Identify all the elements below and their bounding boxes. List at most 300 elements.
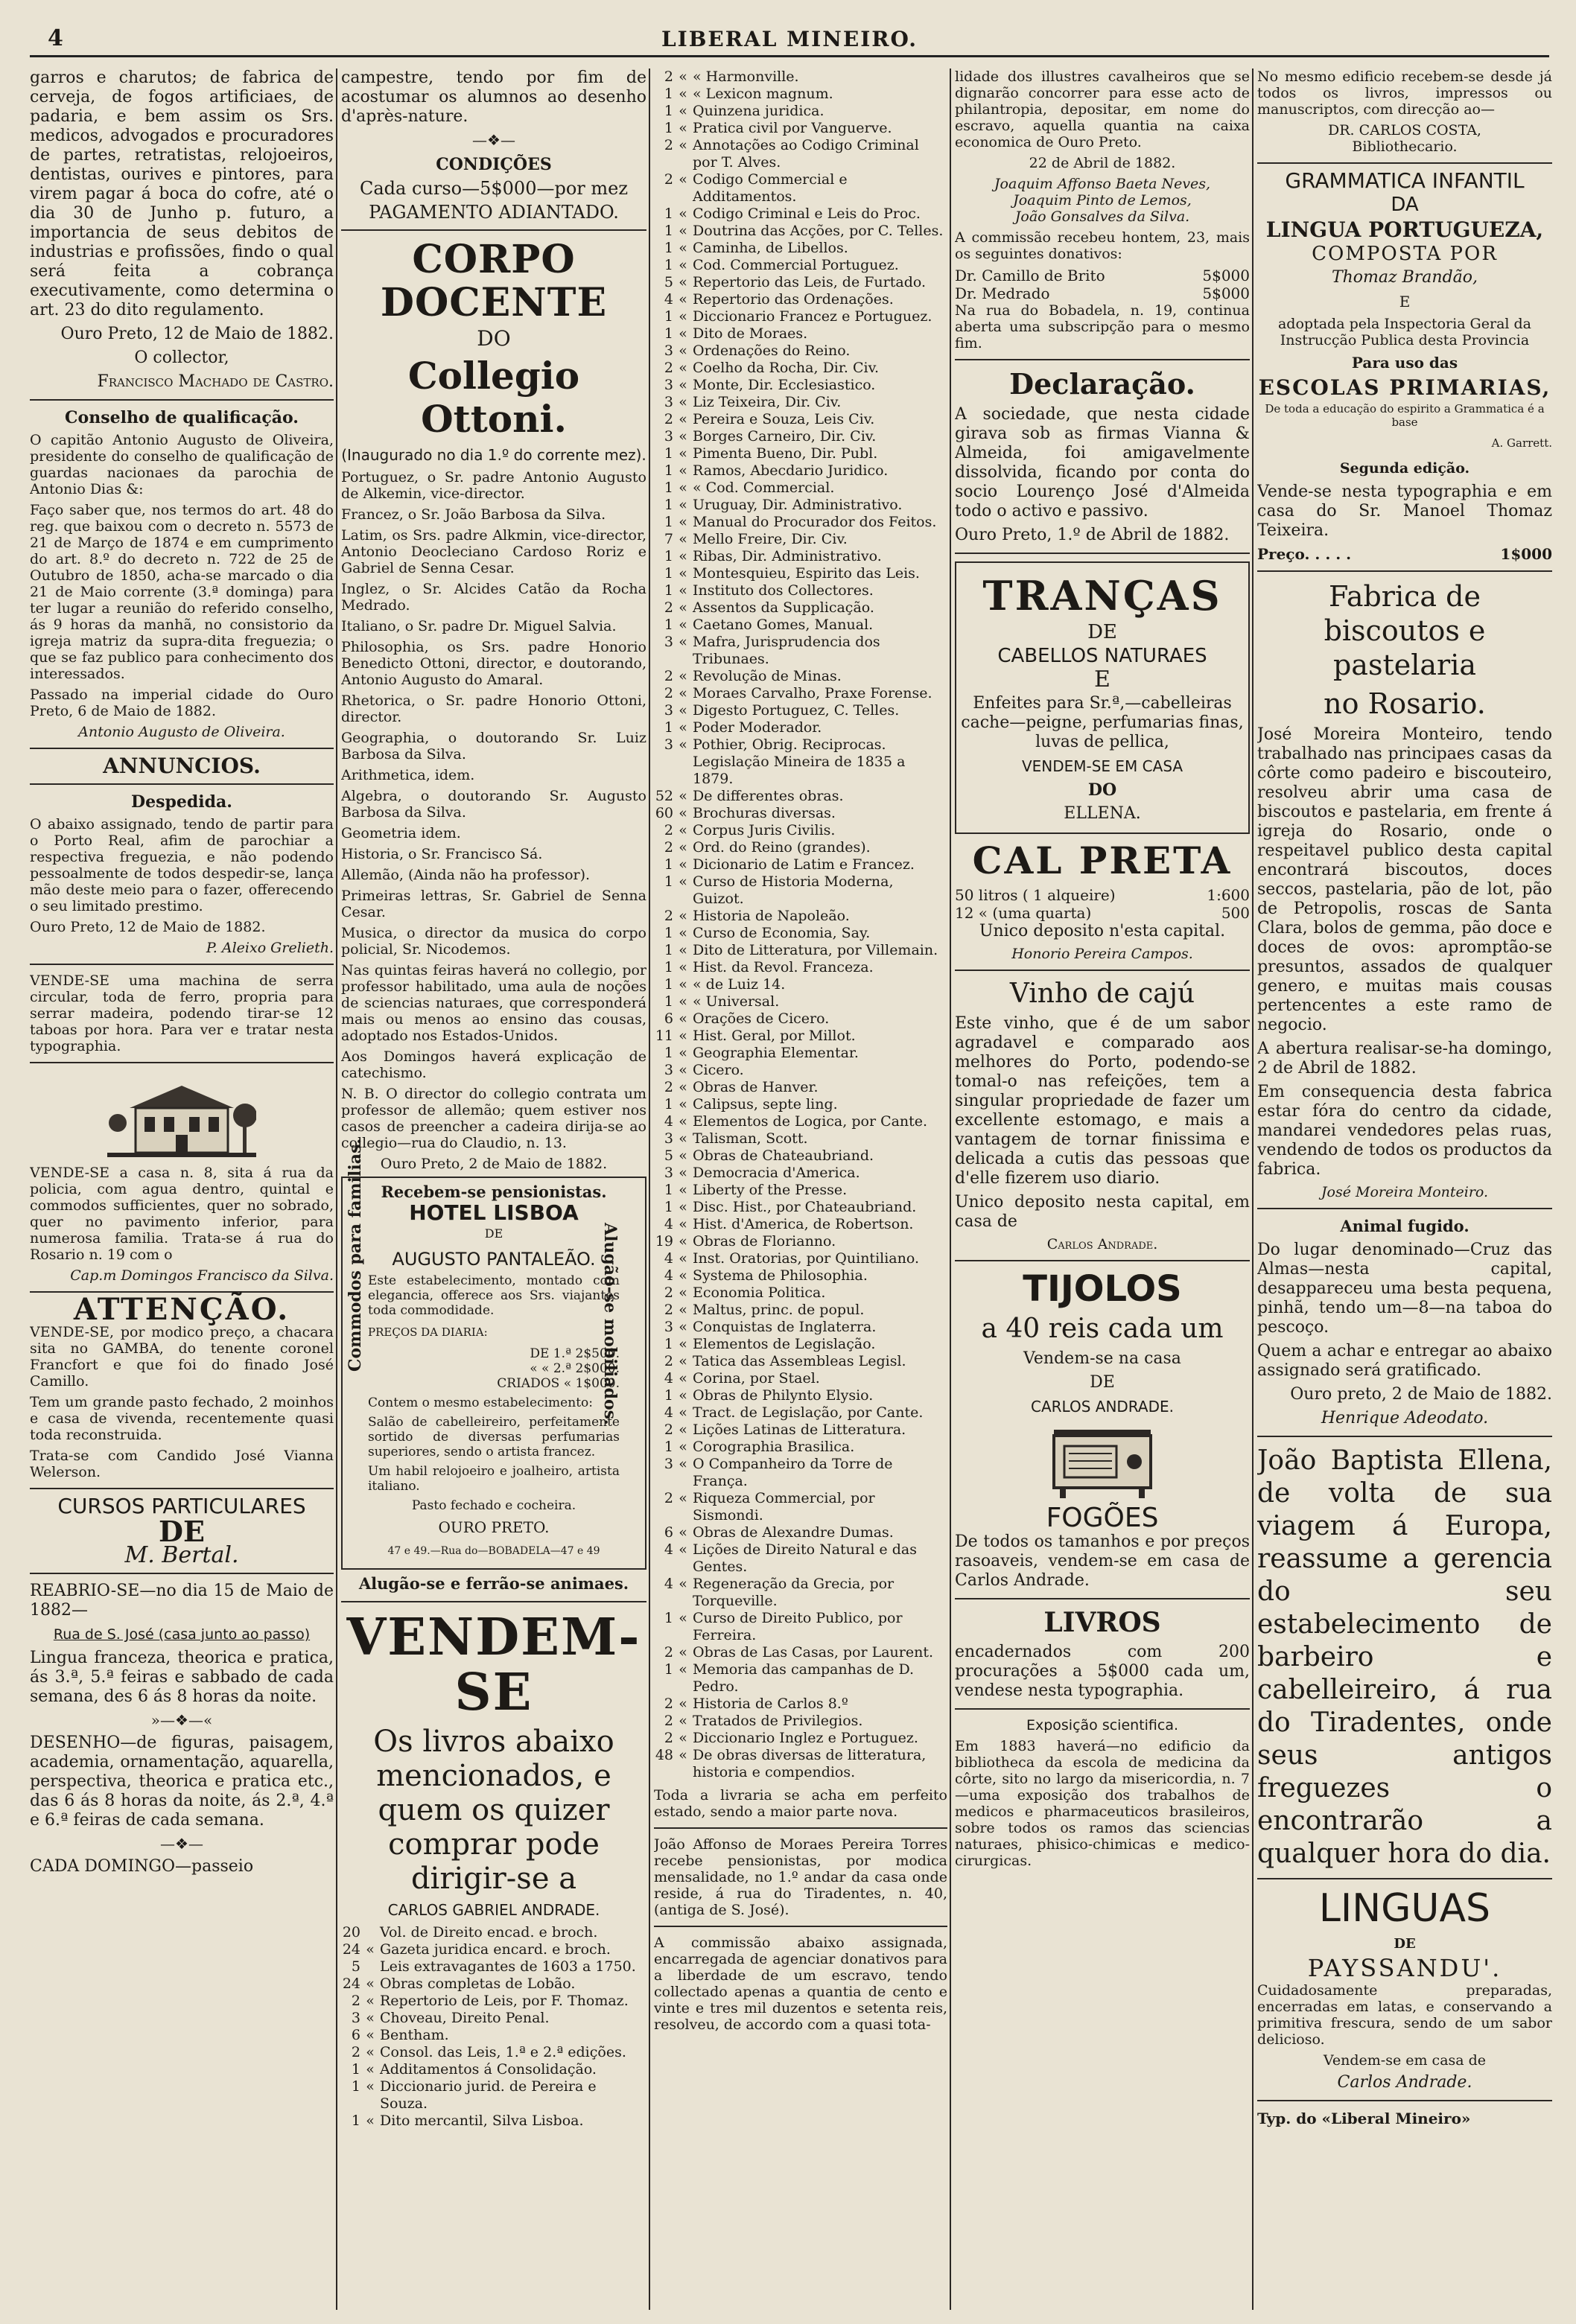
docente-item: Latim, os Srs. padre Alkmin, vice-director, Antonio Deocleciano Cardoso Roriz e Gabriel de Senna Cesar. — [341, 527, 646, 576]
book-title: Montesquieu, Espirito das Leis. — [693, 565, 920, 582]
book-row — [654, 1541, 947, 1576]
book-row — [654, 206, 947, 223]
typography-credit: Typ. do «Liberal Mineiro» — [1257, 2110, 1471, 2127]
book-qty: 1 — [664, 1096, 673, 1112]
book-qty: 1 — [664, 565, 673, 582]
book-row — [341, 2044, 646, 2061]
book-row — [654, 788, 947, 805]
column-rule — [950, 69, 951, 2310]
docente-item: Arithmetica, idem. — [341, 767, 475, 783]
book-ditto: « — [366, 1941, 375, 1958]
book-ditto: « — [679, 719, 687, 736]
divider — [955, 1598, 1250, 1599]
book-title: « Cod. Commercial. — [693, 480, 835, 496]
book-title: Doutrina das Acções, por C. Telles. — [693, 223, 944, 239]
book-ditto: « — [366, 1993, 375, 2009]
book-title: Mello Freire, Dir. Civ. — [693, 531, 848, 547]
docente-item: Geographia, o doutorando Sr. Luiz Barbosa da Silva. — [341, 730, 646, 763]
book-title: Obras de Chateaubriand. — [693, 1147, 874, 1164]
book-title: Brochuras diversas. — [693, 805, 836, 821]
book-title: Curso de Direito Publico, por Ferreira. — [693, 1610, 903, 1643]
book-qty: 1 — [664, 856, 673, 873]
linguas-vend: Vendem-se em casa de — [1323, 2052, 1487, 2069]
book-title: Talisman, Scott. — [693, 1130, 808, 1147]
book-ditto: « — [679, 1010, 687, 1027]
book-ditto: « — [679, 86, 687, 102]
book-ditto: « — [679, 1713, 687, 1729]
book-row — [654, 531, 947, 548]
book-title: Obras completas de Lobão. — [380, 1976, 576, 1992]
book-qty: 6 — [351, 2027, 360, 2043]
book-row — [654, 360, 947, 377]
book-row — [654, 959, 947, 976]
vende-casa-text: VENDE-SE a casa n. 8, sita á rua da policia, com agua dentro, quintal e commodos sufficientes, quer no sobrado, quer no pavimento inferior, para numerosa familia. Trata-se á rua do Rosario n. 19 com o — [30, 1165, 334, 1263]
cursos-de: DE — [159, 1515, 205, 1548]
book-row — [654, 873, 947, 908]
book-title: Hist. da Revol. Franceza. — [693, 959, 874, 975]
book-row — [654, 377, 947, 394]
book-row — [654, 274, 947, 291]
cal-qty: 50 litros ( 1 alqueire) — [955, 886, 1116, 904]
attencao-text: Tem um grande pasto fechado, 2 moinhos e casa de vivenda, recentemente quasi toda reconstruida. — [30, 1394, 334, 1443]
book-ditto: « — [679, 394, 687, 410]
book-qty: 20 — [342, 1924, 360, 1941]
book-title: Democracia d'America. — [693, 1165, 860, 1181]
divider — [1257, 1878, 1552, 1879]
book-ditto: « — [679, 942, 687, 958]
book-ditto: « — [679, 103, 687, 119]
book-row — [654, 462, 947, 480]
column-2 — [341, 69, 646, 2310]
book-ditto: « — [679, 1353, 687, 1369]
book-title: Elementos de Legislação. — [693, 1336, 876, 1352]
book-qty: 2 — [351, 2044, 360, 2060]
book-title: Obras de Florianno. — [693, 1233, 836, 1249]
fogoes-text: De todos os tamanhos e por preços rasoaveis, vendem-se em casa de Carlos Andrade. — [955, 1532, 1250, 1590]
grammatica-title: GRAMMATICA INFANTIL — [1285, 168, 1525, 193]
book-row — [654, 1182, 947, 1199]
book-ditto: « — [679, 1730, 687, 1746]
book-ditto: « — [366, 2044, 375, 2060]
book-qty: 6 — [664, 1010, 673, 1027]
book-title: Obras de Philynto Elysio. — [693, 1387, 874, 1404]
book-qty: 3 — [664, 736, 673, 753]
vendem-se-heading: VENDEM-SE — [346, 1608, 641, 1722]
book-qty: 1 — [664, 582, 673, 599]
cabellos-label: CABELLOS NATURAES — [997, 645, 1207, 667]
book-ditto: « — [679, 1130, 687, 1147]
animal-text: Do lugar denominado—Cruz das Almas—nesta capital, desappareceu uma besta pequena, pinhã, tendo um—8—na taboa do pescoço. — [1257, 1241, 1552, 1337]
book-qty: 1 — [664, 993, 673, 1010]
book-ditto: « — [679, 925, 687, 941]
book-row — [654, 839, 947, 856]
cal-signature: Honorio Pereira Campos. — [1011, 946, 1193, 962]
book-row — [654, 291, 947, 308]
book-title: Obras de Hanver. — [693, 1079, 819, 1095]
inauguration-note: (Inaugurado no dia 1.º do corrente mez). — [341, 446, 646, 464]
book-qty: 2 — [664, 599, 673, 616]
livros-heading: LIVROS — [1043, 1607, 1161, 1638]
book-row — [654, 1422, 947, 1439]
divider — [30, 783, 334, 785]
book-title: Repertorio das Ordenações. — [693, 291, 894, 308]
book-ditto: « — [679, 69, 687, 85]
book-ditto: « — [366, 2061, 375, 2078]
hotel-bottom: Alugão-se e ferrão-se animaes. — [358, 1574, 629, 1593]
annuncios-heading: ANNUNCIOS. — [103, 754, 261, 778]
cursos-desenho: DESENHO—de figuras, paisagem, academia, ornamentação, aquarella, perspectiva, theorica e pratica etc., das 6 ás 8 horas da noite, ás 2.ª, 4.ª e 6.ª feiras de cada semana. — [30, 1734, 334, 1830]
side-left-label: Commodos para familias. — [346, 1138, 365, 1372]
book-row — [654, 1661, 947, 1696]
conselho-title: Conselho de qualificação. — [65, 408, 299, 427]
book-row — [654, 480, 947, 497]
book-row — [654, 257, 947, 274]
book-row — [654, 394, 947, 411]
book-row — [654, 942, 947, 959]
book-title: Vol. de Direito encad. e broch. — [380, 1924, 598, 1941]
divider — [30, 1488, 334, 1489]
book-title: « Harmonville. — [693, 69, 799, 85]
book-title: Caminha, de Libellos. — [693, 240, 848, 256]
book-row — [654, 736, 947, 754]
animal-heading: Animal fugido. — [1340, 1217, 1469, 1235]
book-row — [341, 2010, 646, 2027]
divider — [955, 970, 1250, 971]
book-qty: 1 — [664, 257, 673, 273]
docente-item: Philosophia, os Srs. padre Honorio Benedicto Ottoni, director, e doutorando, Antonio Augusto do Amaral. — [341, 639, 646, 688]
book-ditto: « — [679, 1336, 687, 1352]
divider — [30, 748, 334, 749]
fabrica-signature: José Moreira Monteiro. — [1321, 1184, 1489, 1200]
book-qty: 1 — [664, 1439, 673, 1455]
book-title: Obras de Alexandre Dumas. — [693, 1524, 894, 1541]
book-ditto: « — [679, 308, 687, 325]
book-row — [654, 1610, 947, 1644]
book-qty: 2 — [664, 685, 673, 701]
book-ditto: « — [679, 959, 687, 975]
book-title: Digesto Portuguez, C. Telles. — [693, 702, 900, 719]
ellena-text: João Baptista Ellena, de volta de sua viagem á Europa, reassume a gerencia do seu estabelecimento de barbeiro e cabelleireiro, á rua do Tiradentes, onde seus antigos freguezes o encontrarão a qualquer hora do dia. — [1257, 1445, 1552, 1869]
book-ditto: « — [679, 274, 687, 290]
book-ditto: « — [679, 411, 687, 427]
book-qty: 1 — [664, 976, 673, 993]
column-rule — [649, 69, 650, 2310]
divider — [955, 359, 1250, 360]
column-4 — [955, 69, 1250, 2310]
book-qty: 2 — [664, 822, 673, 838]
cursos-lingua: Lingua franceza, theorica e pratica, ás 3.ª, 5.ª feiras e sabbado de cada semana, des 6 ás 8 horas da noite. — [30, 1649, 334, 1706]
book-ditto: « — [679, 428, 687, 445]
linguas-who: Carlos Andrade. — [1337, 2073, 1472, 2092]
book-title: Liz Teixeira, Dir. Civ. — [693, 394, 842, 410]
book-qty: 2 — [664, 1302, 673, 1318]
book-title: Consol. das Leis, 1.ª e 2.ª edições. — [380, 2044, 626, 2060]
book-row — [654, 1644, 947, 1661]
book-title: Calipsus, septe ling. — [693, 1096, 838, 1112]
book-row — [654, 1199, 947, 1216]
despedida-signature: P. Aleixo Grelieth. — [206, 940, 334, 956]
book-ditto: « — [679, 1267, 687, 1284]
docente-item: Musica, o director da musica do corpo policial, Sr. Nicodemos. — [341, 925, 646, 958]
cal-row — [955, 886, 1250, 904]
book-row — [654, 137, 947, 171]
book-row — [654, 1524, 947, 1541]
book-ditto: « — [679, 839, 687, 856]
book-qty: 4 — [664, 1113, 673, 1130]
book-qty: 2 — [664, 839, 673, 856]
divider — [30, 1573, 334, 1574]
book-ditto: « — [679, 1165, 687, 1181]
docente-item: N. B. O director do collegio contrata um professor de allemão; quem estiver nos casos de preencher a cadeira dirija-se ao collegio—rua do Claudio, n. 13. — [341, 1086, 646, 1151]
column-rule — [336, 69, 337, 2310]
book-qty: 1 — [351, 2113, 360, 2129]
fabrica-text: Em consequencia desta fabrica estar fóra do centro da cidade, mandarei vendedores pelas ruas, vendendo de todos os productos da fabrica. — [1257, 1083, 1552, 1179]
trancas-heading: TRANÇAS — [982, 572, 1222, 620]
book-qty: 3 — [664, 377, 673, 393]
divider — [30, 964, 334, 965]
fabrica-subtitle: no Rosario. — [1324, 687, 1486, 720]
book-qty: 2 — [664, 360, 673, 376]
commissao-cont: lidade dos illustres cavalheiros que se dignarão concorrer para esse acto de philantropia, depositar, em nome do escravo, aquella quantia na caixa economica de Ouro Preto. — [955, 69, 1250, 150]
page-number: 4 — [48, 25, 63, 51]
book-qty: 1 — [664, 548, 673, 564]
book-qty: 4 — [664, 1250, 673, 1267]
book-ditto: « — [679, 257, 687, 273]
book-qty: 1 — [351, 2061, 360, 2078]
book-qty — [654, 754, 673, 788]
book-title: Repertorio das Leis, de Furtado. — [693, 274, 927, 290]
book-row — [654, 668, 947, 685]
preco-1: DE 1.ª 2$500. — [530, 1346, 620, 1361]
grammatica-adoptada: adoptada pela Inspectoria Geral da Instrucção Publica desta Provincia — [1277, 316, 1531, 348]
book-title: Gazeta juridica encard. e broch. — [380, 1941, 611, 1958]
grammatica-escolas: ESCOLAS PRIMARIAS, — [1258, 375, 1551, 400]
hotel-address: 47 e 49.—Rua do—BOBADELA—47 e 49 — [387, 1545, 600, 1557]
book-qty: 48 — [655, 1747, 673, 1763]
commissao-date: 22 de Abril de 1882. — [1029, 155, 1176, 171]
book-row — [654, 1045, 947, 1062]
book-qty: 5 — [351, 1958, 360, 1975]
book-ditto: « — [679, 1490, 687, 1506]
book-row — [654, 120, 947, 137]
donativo-row — [955, 284, 1250, 302]
hotel-owner: AUGUSTO PANTALEÃO. — [392, 1249, 596, 1270]
book-title: Poder Moderador. — [693, 719, 822, 736]
book-qty: 5 — [664, 1147, 673, 1164]
book-qty: 4 — [664, 1370, 673, 1387]
book-title: Tratados de Privilegios. — [693, 1713, 863, 1729]
book-ditto: « — [679, 1456, 687, 1472]
book-row — [654, 634, 947, 668]
condicoes-heading: CONDIÇÕES — [436, 155, 552, 174]
book-row — [654, 1576, 947, 1610]
book-ditto: « — [679, 291, 687, 308]
book-title: Dito de Litteratura, por Villemain. — [693, 942, 938, 958]
preco-3: CRIADOS « 1$000. — [497, 1376, 620, 1391]
book-qty: 3 — [664, 1062, 673, 1078]
book-title: Curso de Economia, Say. — [693, 925, 871, 941]
book-row — [654, 1404, 947, 1422]
book-row — [654, 1250, 947, 1267]
hotel-city: OURO PRETO. — [438, 1518, 550, 1536]
book-qty: 52 — [655, 788, 673, 804]
book-qty: 1 — [664, 873, 673, 890]
book-title: Monte, Dir. Ecclesiastico. — [693, 377, 876, 393]
book-row — [654, 86, 947, 103]
preco-value: 1$000 — [1500, 545, 1552, 563]
book-ditto: « — [679, 736, 687, 753]
book-ditto: « — [679, 1113, 687, 1130]
divider — [30, 399, 334, 401]
book-ditto: « — [366, 2113, 375, 2129]
book-title: Disc. Hist., por Chateaubriand. — [693, 1199, 917, 1215]
book-row — [654, 308, 947, 325]
donor-name: Dr. Medrado — [955, 284, 1050, 302]
book-ditto: « — [679, 1302, 687, 1318]
preco-label: Preço. . . . . — [1257, 545, 1352, 563]
docente-item: Primeiras lettras, Sr. Gabriel de Senna Cesar. — [341, 888, 646, 920]
book-row — [341, 2078, 646, 2113]
book-qty: 1 — [664, 1199, 673, 1215]
animal-date: Ouro preto, 2 de Maio de 1882. — [1290, 1385, 1552, 1404]
commissao-sig: João Gonsalves da Silva. — [1014, 208, 1190, 225]
book-ditto: « — [679, 582, 687, 599]
book-title: Ordenações do Reino. — [693, 343, 851, 359]
book-ditto: « — [679, 788, 687, 804]
book-ditto: « — [679, 497, 687, 513]
book-ditto: « — [679, 1284, 687, 1301]
book-title: Historia de Carlos 8.º — [693, 1696, 848, 1712]
book-ditto: « — [679, 1182, 687, 1198]
book-qty: 4 — [664, 1541, 673, 1558]
hotel-top: Recebem-se pensionistas. — [381, 1182, 607, 1201]
book-title: Economia Politica. — [693, 1284, 826, 1301]
book-row — [654, 240, 947, 257]
vende-serra-text: VENDE-SE uma machina de serra circular, toda de ferro, propria para serrar madeira, podendo tirar-se 12 taboas por hora. Para ver e tratar nesta typographia. — [30, 972, 334, 1054]
book-row — [654, 325, 947, 343]
book-qty: 1 — [664, 445, 673, 462]
book-row — [654, 514, 947, 531]
books-list-col2 — [341, 1924, 646, 2130]
book-row — [654, 1387, 947, 1404]
book-qty: 1 — [664, 1182, 673, 1198]
bibliotheca-role: Bibliothecario. — [1352, 139, 1458, 155]
book-ditto: « — [366, 2027, 375, 2043]
collegio-heading: Collegio Ottoni. — [407, 354, 580, 441]
book-row — [654, 1028, 947, 1045]
book-qty: 1 — [664, 120, 673, 136]
donor-value: 5$000 — [1202, 284, 1250, 302]
book-qty: 3 — [664, 394, 673, 410]
book-title: Legislação Mineira de 1835 a 1879. — [693, 754, 906, 787]
book-qty: 1 — [664, 1387, 673, 1404]
do-label: DO — [477, 326, 511, 351]
enfeites-text: Enfeites para Sr.ª,—cabelleiras cache—peigne, perfumarias finas, luvas de pellica, — [961, 694, 1244, 751]
book-ditto: « — [679, 599, 687, 616]
book-row — [654, 599, 947, 617]
book-title: Revolução de Minas. — [693, 668, 842, 684]
book-ditto: « — [679, 1610, 687, 1626]
book-title: Cicero. — [693, 1062, 744, 1078]
ornament: —❖— — [472, 131, 515, 149]
docentes-date: Ouro Preto, 2 de Maio de 1882. — [380, 1156, 608, 1172]
book-ditto: « — [679, 822, 687, 838]
book-title: Historia de Napoleão. — [693, 908, 850, 924]
book-row — [654, 582, 947, 599]
tijolos-who: CARLOS ANDRADE. — [1031, 1398, 1174, 1416]
hotel-more: Contem o mesmo estabelecimento: — [368, 1395, 593, 1410]
expo-heading: Exposição scientifica. — [1026, 1717, 1179, 1734]
despedida-text: O abaixo assignado, tendo de partir para o Porto Real, afim de parochiar a respectiva freguezia, e não podendo pessoalmente de todos despedir-se, lança mão deste meio para o fazer, offerecendo o seu limitado prestimo. — [30, 816, 334, 914]
book-qty: 3 — [664, 634, 673, 650]
book-qty: 2 — [664, 1490, 673, 1506]
book-ditto: « — [679, 1422, 687, 1438]
book-ditto: « — [679, 1404, 687, 1421]
edital-text: garros e charutos; de fabrica de cerveja, de fogos artificiaes, de padaria, e bem assim os Srs. medicos, advogados e procuradores de partes, retratistas, relojoeiros, dentistas, ourives e pintores, para virem pagar á boca do cofre, até o dia 30 de Junho p. futuro, a importancia de seus debitos de industrias e profissões, findo o qual será feita a cobrança executivamente, como determina o art. 23 do dito regulamento. — [30, 69, 334, 319]
book-qty: 60 — [655, 805, 673, 821]
linguas-place: PAYSSANDU'. — [1307, 1954, 1502, 1982]
book-ditto: « — [679, 480, 687, 496]
book-ditto: « — [679, 360, 687, 376]
book-qty: 1 — [351, 2078, 360, 2095]
ellena-label: ELLENA. — [1064, 804, 1141, 823]
book-qty: 3 — [664, 343, 673, 359]
vinho-deposito: Unico deposito nesta capital, em casa de — [955, 1193, 1250, 1231]
book-row — [654, 1730, 947, 1747]
book-row — [654, 1010, 947, 1028]
book-qty: 3 — [664, 1456, 673, 1472]
book-qty: 2 — [664, 137, 673, 153]
divider — [955, 1708, 1250, 1710]
book-row — [654, 69, 947, 86]
tijolos-vend: Vendem-se na casa — [1023, 1349, 1181, 1368]
divider — [1257, 1208, 1552, 1209]
house-illustration — [107, 1071, 256, 1160]
book-qty: 1 — [664, 514, 673, 530]
grammatica-lingua: LINGUA PORTUGUEZA, — [1265, 217, 1544, 242]
book-ditto: « — [679, 514, 687, 530]
docente-item: Nas quintas feiras haverá no collegio, por professor habilitado, uma aula de noções de sciencias naturaes, que corresponderá mais ou menos ao ensino das cousas, adoptado nos Estados-Unidos. — [341, 962, 646, 1044]
book-ditto: « — [679, 223, 687, 239]
attencao-heading: ATTENÇÃO. — [73, 1292, 290, 1327]
conselho-text: Faço saber que, nos termos do art. 48 do reg. que baixou com o decreto n. 5573 de 21 de Março de 1874 e em cumprimento do art. 8.º do decreto n. 722 de 25 de Outubro de 1850, acha-se marcado o dia 21 de Maio corrente (3.ª dominga) para ter lugar a reunião do referido conselho, ás 9 horas da manhã, no consistorio da igreja matriz da supra-dita freguezia; o que se faz publico para conhecimento dos interessados. — [30, 502, 334, 682]
book-row — [654, 1165, 947, 1182]
grammatica-e: E — [1399, 293, 1411, 311]
book-row — [341, 2061, 646, 2078]
vinho-who: Carlos Andrade. — [1046, 1236, 1158, 1252]
book-title: Uruguay, Dir. Administrativo. — [693, 497, 903, 513]
divider — [1257, 570, 1552, 572]
book-qty: 1 — [664, 1336, 673, 1352]
book-qty: 4 — [664, 1404, 673, 1421]
book-qty: 2 — [351, 1993, 360, 2009]
book-ditto — [360, 1958, 380, 1976]
book-title: Obras de Las Casas, por Laurent. — [693, 1644, 934, 1661]
book-qty: 1 — [664, 86, 673, 102]
fabrica-title: Fabrica de biscoutos e pastelaria — [1324, 580, 1486, 681]
book-ditto: « — [679, 1147, 687, 1164]
corpo-docente-heading: CORPO DOCENTE — [380, 237, 608, 325]
book-row — [341, 2027, 646, 2044]
book-row — [654, 993, 947, 1010]
book-title: Pereira e Souza, Leis Civ. — [693, 411, 875, 427]
book-title: Repertorio de Leis, por F. Thomaz. — [380, 1993, 629, 2009]
book-qty: 1 — [664, 942, 673, 958]
book-qty: 1 — [664, 617, 673, 633]
book-ditto: « — [679, 1079, 687, 1095]
masthead — [30, 22, 1549, 57]
book-ditto: « — [679, 1439, 687, 1455]
